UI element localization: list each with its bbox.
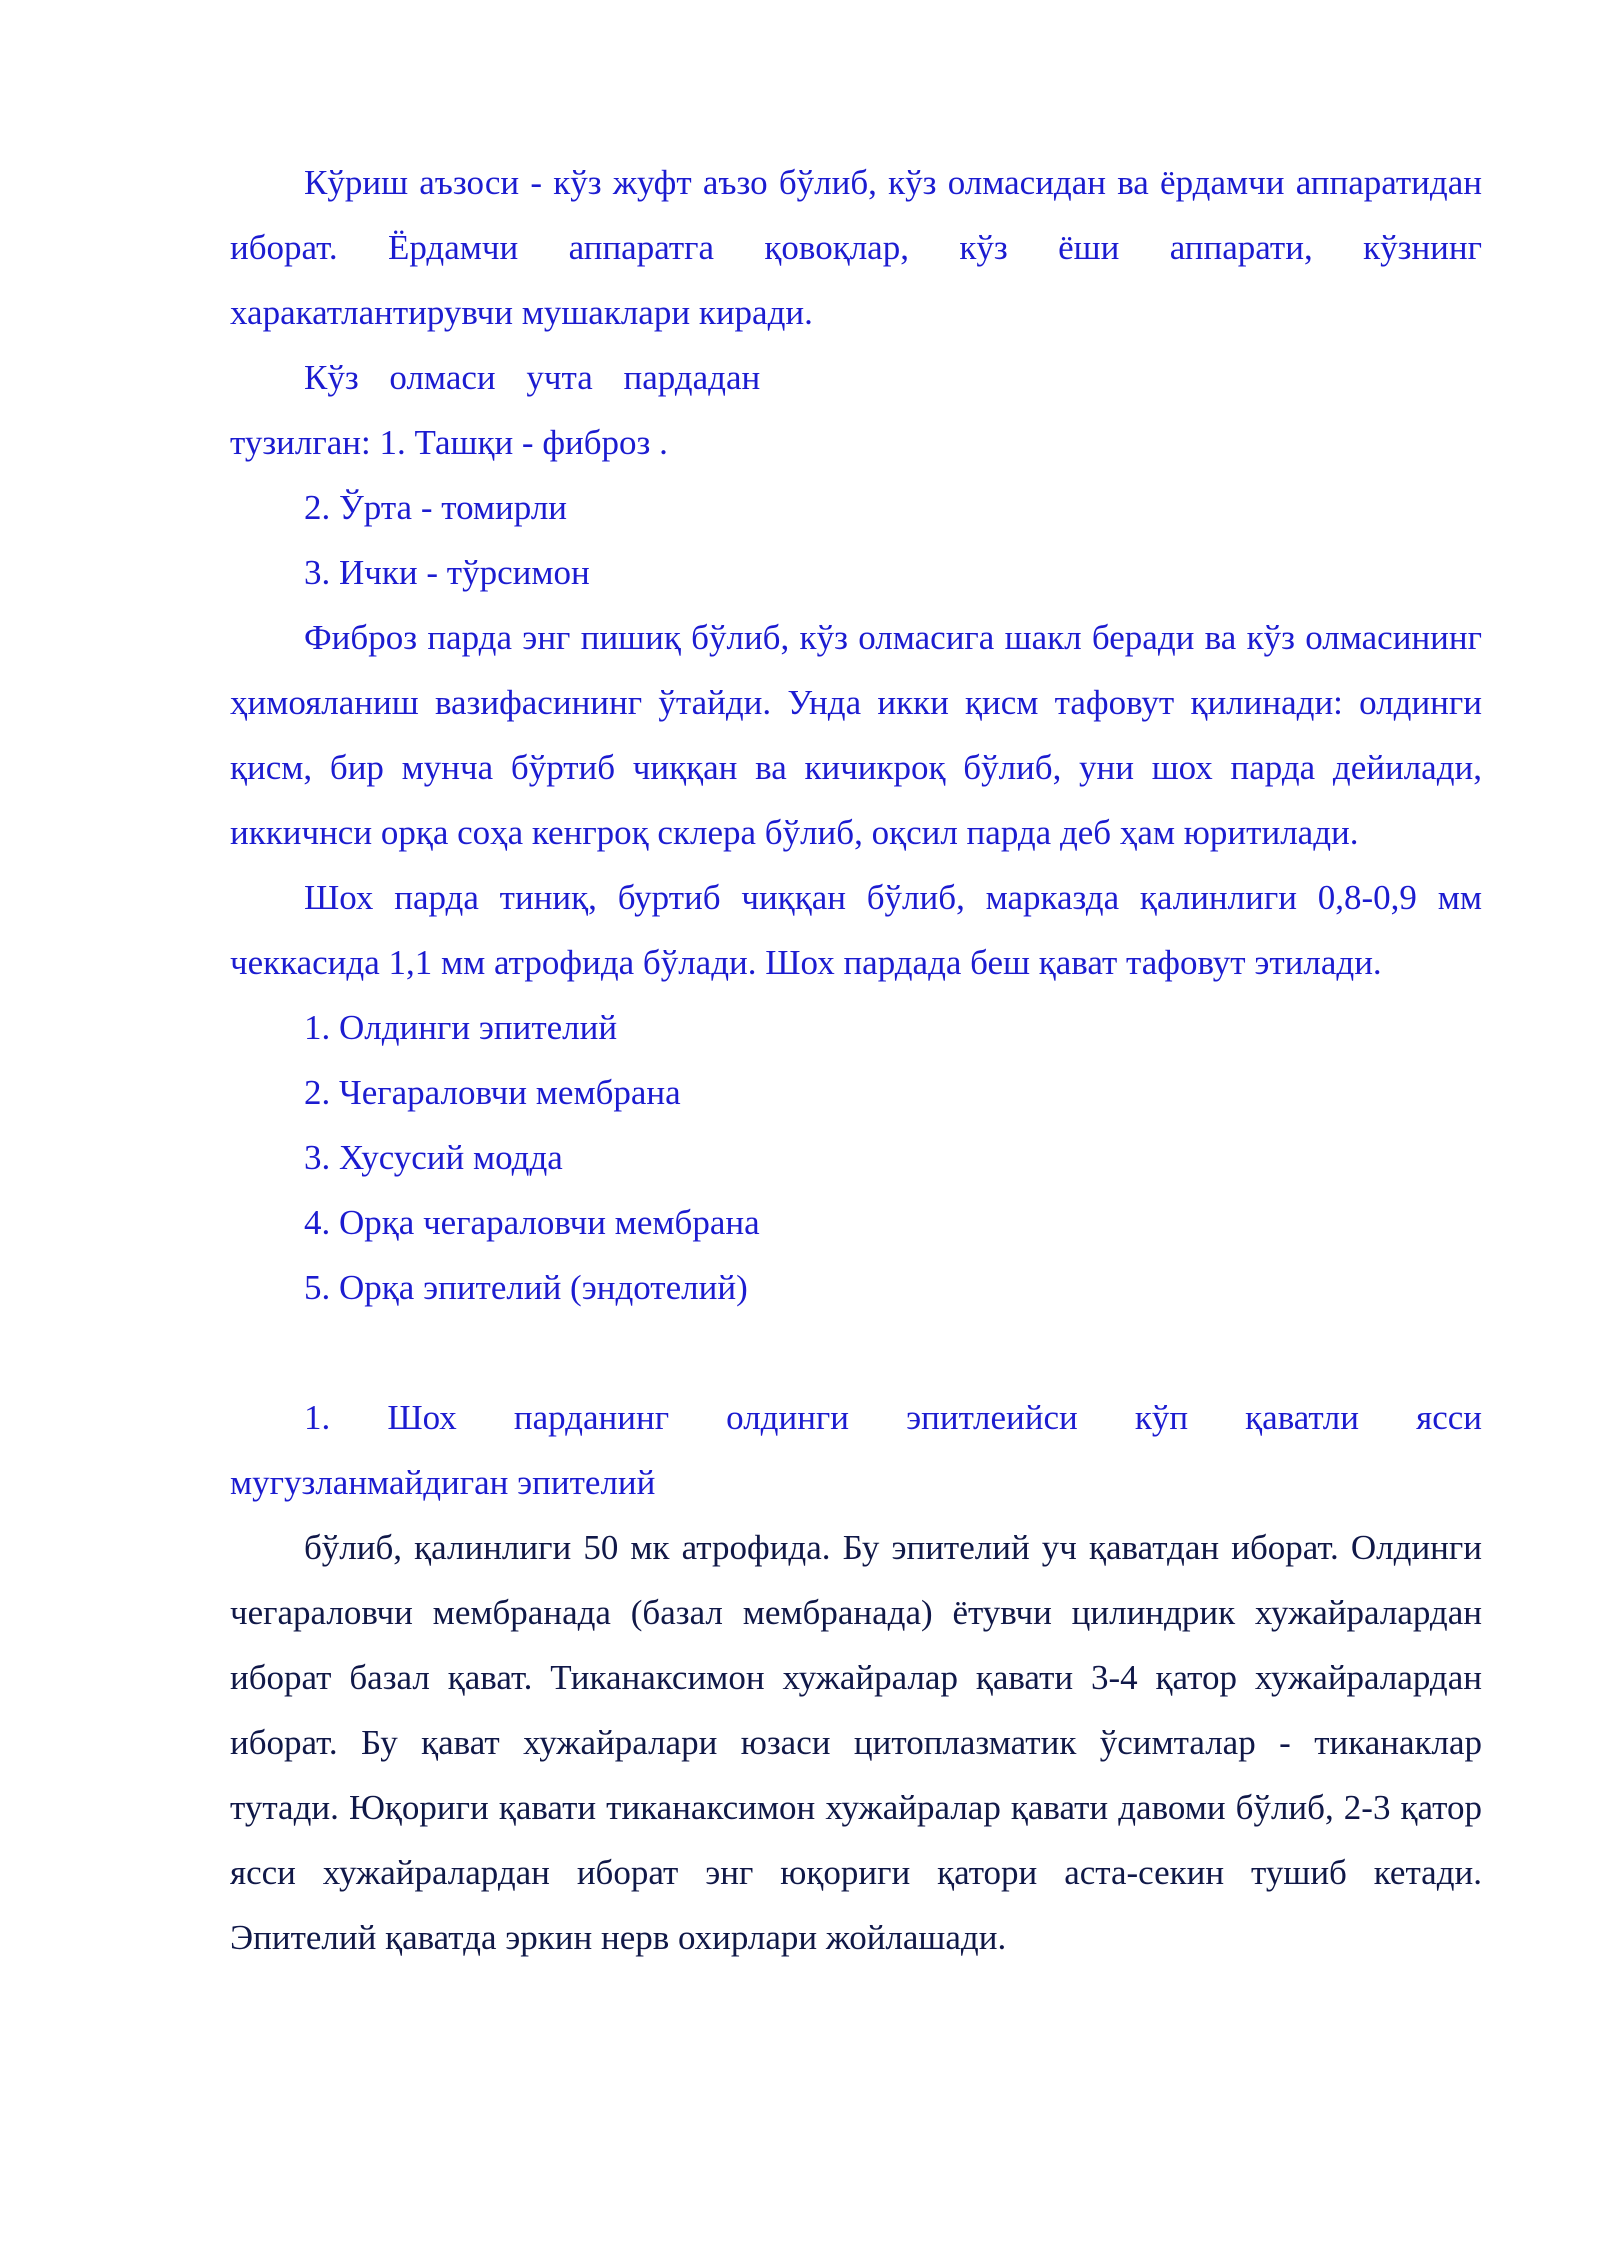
paragraph-cornea: Шох парда тиниқ, буртиб чиққан бўлиб, марказда қалинлиги 0,8-0,9 мм чеккасида 1,1 мм атрофида бўлади. Шох пардада беш қават тафовут этилади. — [230, 878, 1482, 982]
document-body — [230, 150, 1482, 1970]
list-item: 4. Орқа чегараловчи мембрана — [304, 1203, 760, 1242]
list-item: 5. Орқа эпителий (эндотелий) — [304, 1268, 748, 1307]
paragraph-layers-intro: Кўз олмаси учта пардадан — [304, 358, 761, 397]
spacer — [230, 1320, 1482, 1385]
paragraph-epithelium-head-cont: мугузланмайдиган эпителий — [230, 1463, 656, 1502]
layer-item-2: 2. Ўрта - томирли — [304, 488, 568, 527]
list-item: 2. Чегараловчи мембрана — [304, 1073, 681, 1112]
paragraph-intro: Кўриш аъзоси - кўз жуфт аъзо бўлиб, кўз олмасидан ва ёрдамчи аппаратидан иборат. Ёрдамчи аппаратга қовоқлар, кўз ёши аппарати, кўзнинг харакатлантирувчи мушаклари киради. — [230, 163, 1482, 332]
paragraph-epithelium-head: 1. Шох парданинг олдинги эпитлеийси кўп қаватли ясси — [304, 1398, 1482, 1437]
list-item: 1. Олдинги эпителий — [304, 1008, 618, 1047]
paragraph-epithelium-body: бўлиб, қалинлиги 50 мк атрофида. Бу эпителий уч қаватдан иборат. Олдинги чегараловчи мембранада (базал мембранада) ётувчи цилиндрик хужайралардан иборат базал қават. Тиканаксимон хужайралар қавати 3-4 қатор хужайралардан иборат. Бу қават хужайралари юзаси цитоплазматик ўсимталар - тиканаклар тутади. Юқориги қавати тиканаксимон хужайралар қавати давоми бўлиб, 2-3 қатор ясси хужайралардан иборат энг юқориги қатори аста-секин тушиб кетади. Эпителий қаватда эркин нерв охирлари жойлашади. — [230, 1528, 1482, 1957]
paragraph-fibrous: Фиброз парда энг пишиқ бўлиб, кўз олмасига шакл беради ва кўз олмасининг ҳимояланиш вазифасининг ўтайди. Унда икки қисм тафовут қилинади: олдинги қисм, бир мунча бўртиб чиққан ва кичикроқ бўлиб, уни шох парда дейилади, иккичнси орқа соҳа кенгроқ склера бўлиб, оқсил парда деб ҳам юритилади. — [230, 618, 1482, 852]
list-item: 3. Хусусий модда — [304, 1138, 563, 1177]
layer-item-1: тузилган: 1. Ташқи - фиброз . — [230, 423, 668, 462]
layer-item-3: 3. Ички - тўрсимон — [304, 553, 590, 592]
